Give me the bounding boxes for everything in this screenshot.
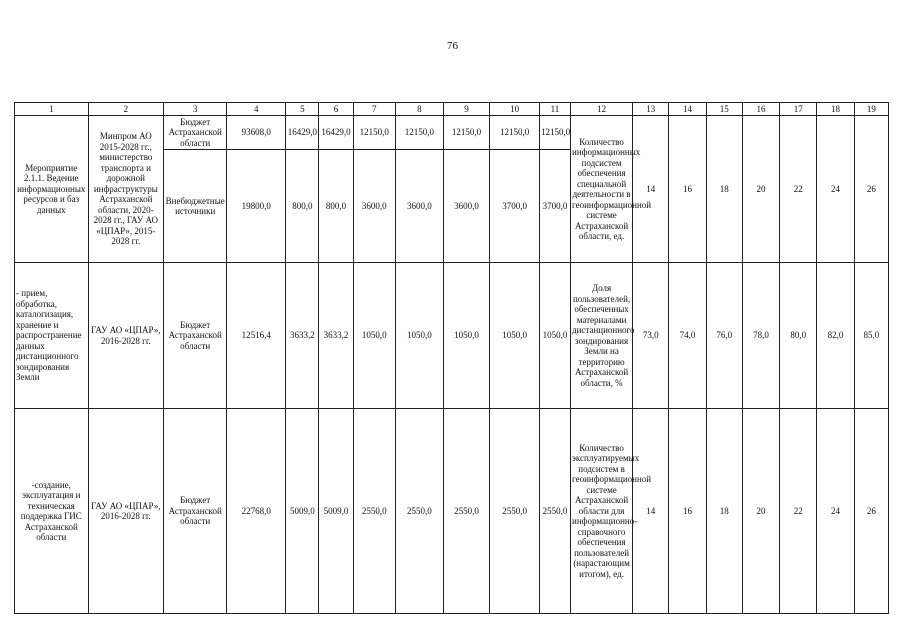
target-cell: 80,0 (780, 263, 817, 409)
event-cell: Мероприятие 2.1.1. Ведение информационных ресурсов и баз данных (15, 116, 89, 263)
value-cell: 12150,0 (443, 116, 490, 150)
value-cell: 93608,0 (227, 116, 286, 150)
target-cell: 85,0 (854, 263, 888, 409)
value-cell: 800,0 (286, 150, 319, 263)
col-header: 19 (854, 103, 888, 116)
col-header: 18 (817, 103, 854, 116)
value-cell: 1050,0 (490, 263, 540, 409)
value-cell: 12516,4 (227, 263, 286, 409)
value-cell: 3700,0 (490, 150, 540, 263)
value-cell: 3633,2 (286, 263, 319, 409)
target-cell: 22 (780, 409, 817, 614)
value-cell: 1050,0 (353, 263, 395, 409)
executor-cell: ГАУ АО «ЦПАР», 2016-2028 гг. (88, 263, 164, 409)
value-cell: 16429,0 (319, 116, 353, 150)
value-cell: 19800,0 (227, 150, 286, 263)
col-header: 8 (396, 103, 444, 116)
col-header: 17 (780, 103, 817, 116)
col-header: 5 (286, 103, 319, 116)
funding-source-cell: Бюджет Астраханской области (164, 116, 227, 150)
funding-source-cell: Бюджет Астраханской области (164, 409, 227, 614)
col-header: 12 (571, 103, 633, 116)
value-cell: 3600,0 (396, 150, 444, 263)
target-cell: 76,0 (706, 263, 742, 409)
target-cell: 18 (706, 409, 742, 614)
table-row (15, 116, 889, 150)
value-cell: 3600,0 (443, 150, 490, 263)
target-cell: 16 (669, 116, 706, 263)
target-cell: 26 (854, 116, 888, 263)
col-header: 2 (88, 103, 164, 116)
target-cell: 18 (706, 116, 742, 263)
target-cell: 16 (669, 409, 706, 614)
value-cell: 1050,0 (539, 263, 570, 409)
indicator-cell: Количество эксплуатируемых подсистем в геоинформационной системе Астраханской области для информационно-справочного обеспечения пользователей (нарастающим итогом), ед. (571, 409, 633, 614)
executor-cell: ГАУ АО «ЦПАР», 2016-2028 гг. (88, 409, 164, 614)
col-header: 7 (353, 103, 395, 116)
value-cell: 800,0 (319, 150, 353, 263)
target-cell: 26 (854, 409, 888, 614)
target-cell: 14 (633, 116, 669, 263)
target-cell: 78,0 (742, 263, 779, 409)
col-header: 13 (633, 103, 669, 116)
value-cell: 12150,0 (539, 116, 570, 150)
table-row (15, 409, 889, 614)
target-cell: 20 (742, 409, 779, 614)
col-header: 3 (164, 103, 227, 116)
table-row (15, 263, 889, 409)
target-cell: 20 (742, 116, 779, 263)
header-row (15, 103, 889, 116)
value-cell: 2550,0 (396, 409, 444, 614)
col-header: 10 (490, 103, 540, 116)
value-cell: 12150,0 (396, 116, 444, 150)
indicator-cell: Доля пользователей, обеспеченных материалами дистанционного зондирования Земли на территорию Астраханской области, % (571, 263, 633, 409)
page-number: 76 (447, 40, 458, 52)
target-cell: 73,0 (633, 263, 669, 409)
funding-source-cell: Внебюджетные источники (164, 150, 227, 263)
value-cell: 1050,0 (396, 263, 444, 409)
funding-source-cell: Бюджет Астраханской области (164, 263, 227, 409)
event-cell: -создание, эксплуатация и техническая поддержка ГИС Астраханской области (15, 409, 89, 614)
value-cell: 12150,0 (490, 116, 540, 150)
value-cell: 5009,0 (319, 409, 353, 614)
indicator-cell: Количество информационных подсистем обеспечения специальной деятельности в геоинформационной системе Астраханской области, ед. (571, 116, 633, 263)
value-cell: 12150,0 (353, 116, 395, 150)
value-cell: 3600,0 (353, 150, 395, 263)
program-table (14, 102, 889, 614)
target-cell: 22 (780, 116, 817, 263)
target-cell: 82,0 (817, 263, 854, 409)
value-cell: 1050,0 (443, 263, 490, 409)
col-header: 4 (227, 103, 286, 116)
target-cell: 24 (817, 409, 854, 614)
col-header: 6 (319, 103, 353, 116)
event-cell: - прием, обработка, каталогизация, хранение и распространение данных дистанционного зондирования Земли (15, 263, 89, 409)
value-cell: 3633,2 (319, 263, 353, 409)
value-cell: 2550,0 (539, 409, 570, 614)
value-cell: 3700,0 (539, 150, 570, 263)
col-header: 14 (669, 103, 706, 116)
value-cell: 22768,0 (227, 409, 286, 614)
target-cell: 14 (633, 409, 669, 614)
col-header: 9 (443, 103, 490, 116)
value-cell: 2550,0 (353, 409, 395, 614)
value-cell: 2550,0 (490, 409, 540, 614)
target-cell: 74,0 (669, 263, 706, 409)
target-cell: 24 (817, 116, 854, 263)
value-cell: 16429,0 (286, 116, 319, 150)
col-header: 15 (706, 103, 742, 116)
col-header: 1 (15, 103, 89, 116)
value-cell: 5009,0 (286, 409, 319, 614)
executor-cell: Минпром АО 2015-2028 гг., министерство транспорта и дорожной инфраструктуры Астраханской области, 2020-2028 гг., ГАУ АО «ЦПАР», 2015-2028 гг. (88, 116, 164, 263)
col-header: 11 (539, 103, 570, 116)
col-header: 16 (742, 103, 779, 116)
value-cell: 2550,0 (443, 409, 490, 614)
